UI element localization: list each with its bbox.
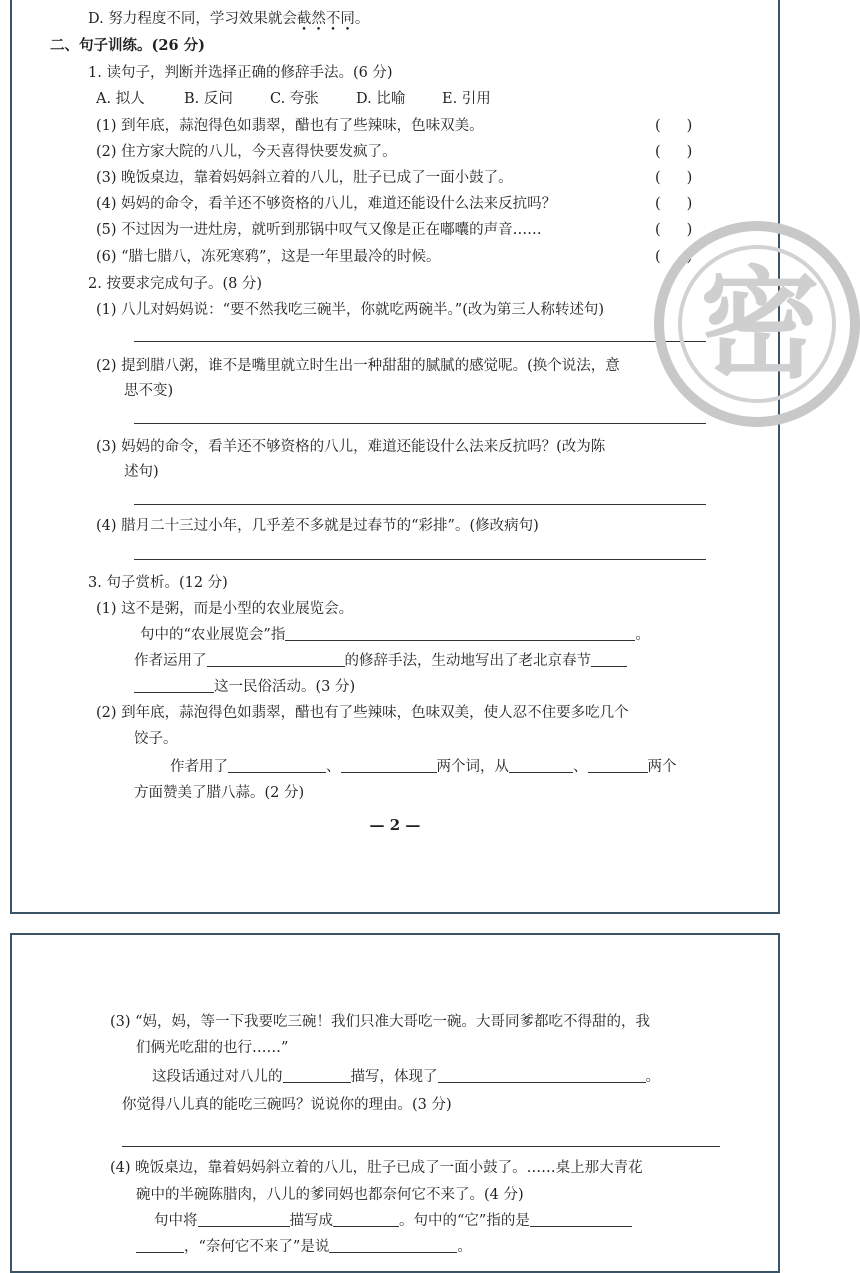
- blank-object[interactable]: [198, 1212, 290, 1227]
- q1-options: [96, 89, 491, 109]
- answer-line-q2-4[interactable]: [134, 559, 706, 560]
- q3-title: 3. 句子赏析。(12 分): [88, 575, 228, 591]
- answer-paren-1[interactable]: (): [655, 118, 719, 134]
- q3-s4-answer-1: [154, 1211, 632, 1231]
- q3-s3-text: (3) “妈，妈，等一下我要吃三碗！我们只准大哥吃一碗。大哥同爹都吃不得甜的，我: [110, 1014, 651, 1030]
- prompt-text: 句中将: [154, 1213, 198, 1229]
- option-c: C. 夸张: [270, 91, 319, 107]
- prompt-text: 句中的“农业展览会”指: [140, 627, 286, 643]
- answer-paren-4[interactable]: (): [655, 196, 719, 212]
- blank-meaning[interactable]: [329, 1238, 457, 1253]
- blank-aspect-1[interactable]: [509, 758, 573, 773]
- blank-custom-2[interactable]: [134, 678, 214, 693]
- q3-s1-text: (1) 这不是粥，而是小型的农业展览会。: [96, 601, 354, 617]
- prompt-text: 两个: [647, 759, 677, 775]
- q2-item-4: (4) 腊月二十三过小年，几乎差不多就是过春节的“彩排”。(修改病句): [96, 518, 539, 534]
- prompt-text: 描写成: [289, 1213, 333, 1229]
- option-d-suffix: 。: [354, 11, 370, 27]
- blank-reflects[interactable]: [438, 1068, 646, 1083]
- q3-s2-text: (2) 到年底，蒜泡得色如翡翠，醋也有了些辣味，色味双美，使人忍不住要多吃几个: [96, 705, 629, 721]
- seal-watermark: [654, 221, 860, 427]
- q1-title: 1. 读句子，判断并选择正确的修辞手法。(6 分): [88, 65, 393, 81]
- q1-item-1: (1) 到年底，蒜泡得色如翡翠，醋也有了些辣味，色味双美。: [96, 118, 484, 134]
- option-a: A. 拟人: [96, 91, 145, 107]
- blank-custom-1[interactable]: [591, 652, 627, 667]
- prompt-text: ，“奈何它不来了”是说: [184, 1239, 330, 1255]
- separator: 、: [573, 759, 588, 775]
- q2-item-3-cont: 述句): [124, 464, 159, 480]
- blank-aspect-2[interactable]: [588, 758, 648, 773]
- answer-paren-5[interactable]: (): [655, 222, 719, 238]
- worksheet-page-3: [10, 933, 780, 1273]
- option-d: [88, 9, 369, 29]
- emphasis-char: 同: [340, 11, 355, 27]
- blank-it-refers-cont[interactable]: [136, 1238, 184, 1253]
- q2-title: 2. 按要求完成句子。(8 分): [88, 276, 263, 292]
- period: 。: [457, 1239, 472, 1255]
- q1-item-3: (3) 晚饭桌边，靠着妈妈斜立着的八儿，肚子已成了一面小鼓了。: [96, 170, 513, 186]
- q3-s4-text-cont: 碗中的半碗陈腊肉，八儿的爹同妈也都奈何它不来了。(4 分): [136, 1187, 524, 1203]
- q3-s3-text-cont: 们俩光吃甜的也行……”: [136, 1040, 289, 1056]
- q3-s3-answer-1: [152, 1067, 660, 1087]
- answer-line-q2-1[interactable]: [134, 341, 706, 342]
- prompt-text: 描写，体现了: [350, 1069, 438, 1085]
- q1-item-2: (2) 住方家大院的八儿，今天喜得快要发疯了。: [96, 144, 397, 160]
- prompt-text: 这段话通过对八儿的: [152, 1069, 283, 1085]
- worksheet-page-2: [10, 0, 820, 914]
- prompt-text: 作者用了: [170, 759, 228, 775]
- q3-s1-answer-1: [140, 625, 650, 645]
- prompt-text: 这一民俗活动。(3 分): [214, 679, 356, 695]
- option-e: E. 引用: [442, 91, 491, 107]
- answer-paren-6[interactable]: (): [655, 249, 719, 265]
- blank-rhetoric[interactable]: [207, 652, 345, 667]
- blank-word-1[interactable]: [228, 758, 326, 773]
- prompt-text: 两个词，从: [436, 759, 509, 775]
- option-d-choice: D. 比喻: [356, 91, 406, 107]
- q2-item-2-cont: 思不变): [124, 383, 174, 399]
- q2-item-2: (2) 提到腊八粥，谁不是嘴里就立时生出一种甜甜的腻腻的感觉呢。(换个说法，意: [96, 358, 620, 374]
- emphasis-char: 然: [311, 11, 326, 27]
- emphasis-dotted-text: [297, 11, 355, 27]
- answer-line-s3[interactable]: [122, 1146, 720, 1147]
- q1-item-6: (6) “腊七腊八，冻死寒鸦”，这是一年里最冷的时候。: [96, 249, 441, 265]
- period: 。: [645, 1069, 660, 1085]
- option-b: B. 反问: [184, 91, 233, 107]
- answer-paren-3[interactable]: (): [655, 170, 719, 186]
- q3-s2-answer-1: [170, 757, 677, 777]
- q1-item-4: (4) 妈妈的命令，看羊还不够资格的八儿，难道还能设什么法来反抗吗？: [96, 196, 557, 212]
- answer-paren-2[interactable]: (): [655, 144, 719, 160]
- period: 。: [635, 627, 650, 643]
- q1-item-5: (5) 不过因为一进灶房，就听到那锅中叹气又像是正在嘟囔的声音……: [96, 222, 542, 238]
- answer-line-q2-2[interactable]: [134, 423, 706, 424]
- blank-exhibition-meaning[interactable]: [285, 626, 635, 641]
- prompt-text: 作者运用了: [134, 653, 207, 669]
- answer-line-q2-3[interactable]: [134, 504, 706, 505]
- q3-s4-answer-2: [136, 1237, 472, 1257]
- q2-item-3: (3) 妈妈的命令，看羊还不够资格的八儿，难道还能设什么法来反抗吗？(改为陈: [96, 439, 606, 455]
- blank-description-type[interactable]: [283, 1068, 351, 1083]
- q3-s1-answer-3: [134, 677, 355, 697]
- q3-s4-text: (4) 晚饭桌边，靠着妈妈斜立着的八儿，肚子已成了一面小鼓了。……桌上那大青花: [110, 1160, 643, 1176]
- page-number: — 2 —: [369, 816, 421, 834]
- prompt-text: 的修辞手法，生动地写出了老北京春节: [344, 653, 591, 669]
- q3-s2-text-cont: 饺子。: [134, 731, 178, 747]
- section-title: 二、句子训练。(26 分): [50, 37, 205, 54]
- prompt-text: 。句中的“它”指的是: [399, 1213, 530, 1229]
- option-d-text: D. 努力程度不同，学习效果就会: [88, 11, 297, 27]
- emphasis-char: 不: [325, 11, 341, 27]
- q3-s2-answer-2: 方面赞美了腊八蒜。(2 分): [134, 785, 305, 801]
- emphasis-char: 截: [296, 11, 312, 27]
- blank-described-as[interactable]: [333, 1212, 399, 1227]
- q2-item-1: (1) 八儿对妈妈说：“要不然我吃三碗半，你就吃两碗半。”(改为第三人称转述句): [96, 302, 605, 318]
- blank-it-refers[interactable]: [530, 1212, 632, 1227]
- separator: 、: [326, 759, 341, 775]
- blank-word-2[interactable]: [341, 758, 437, 773]
- q3-s3-answer-2: 你觉得八儿真的能吃三碗吗？说说你的理由。(3 分): [122, 1097, 452, 1113]
- seal-character: 密: [700, 256, 820, 395]
- q3-s1-answer-2: [134, 651, 627, 671]
